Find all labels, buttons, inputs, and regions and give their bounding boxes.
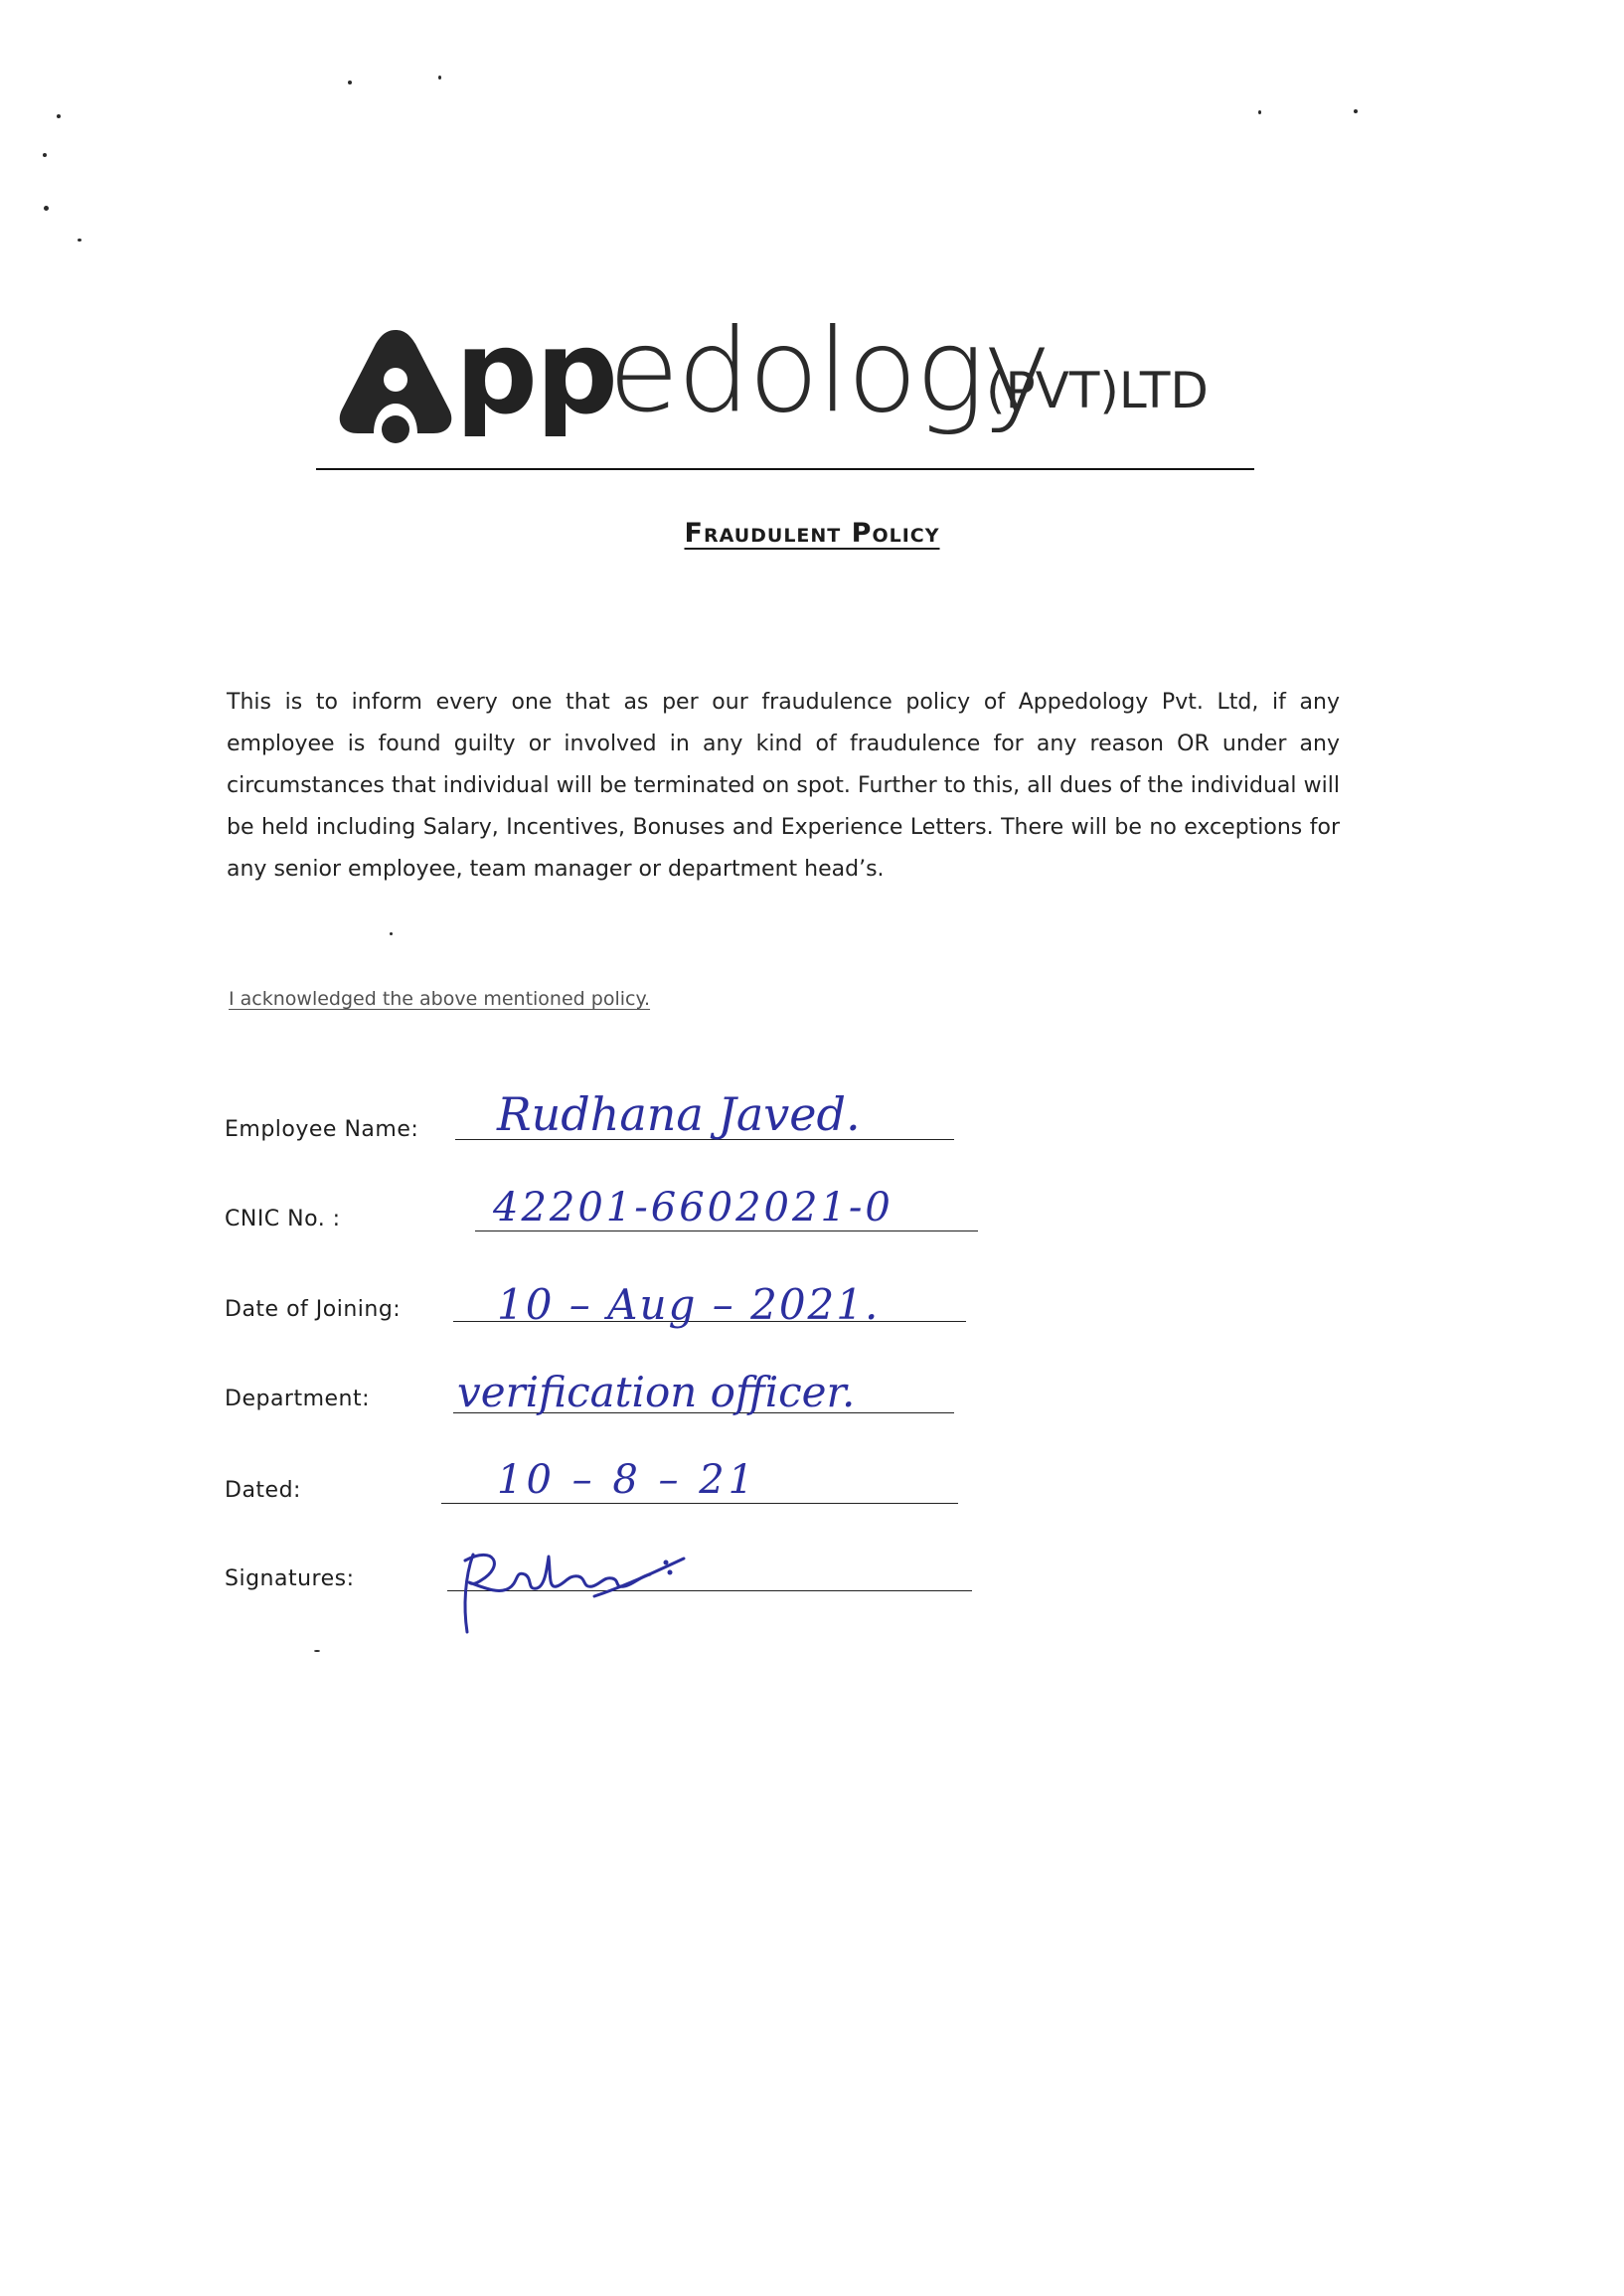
- scan-speck: [1354, 109, 1358, 113]
- department-value: verification officer.: [457, 1368, 856, 1416]
- signatures-label: Signatures:: [225, 1566, 355, 1591]
- logo-suffix: (PVT)LTD: [986, 362, 1209, 419]
- employee-name-value: Rudhana Javed.: [497, 1087, 861, 1141]
- acknowledgement-text: I acknowledged the above mentioned policy.: [229, 988, 651, 1010]
- cnic-label: CNIC No. :: [225, 1207, 341, 1231]
- dated-label: Dated:: [225, 1478, 301, 1503]
- date-of-joining-label: Date of Joining:: [225, 1297, 402, 1322]
- scan-speck: [44, 206, 49, 211]
- employee-name-label: Employee Name:: [225, 1117, 419, 1142]
- policy-body: This is to inform every one that as per our fraudulence policy of Appedology Pvt. Ltd, if any employee is found guilty or involved in any kind of fraudulence for any reason OR under any circumstances that individual will be terminated on spot. Further to this, all dues of the individual will be held including Salary, Incentives, Bonuses and Experience Letters. There will be no exceptions for any senior employee, team manager or department head’s.: [227, 690, 1340, 882]
- scan-speck: [438, 76, 441, 80]
- dated-line: [441, 1503, 958, 1504]
- logo-bold-text: pp: [455, 306, 617, 440]
- header-rule: [316, 468, 1254, 470]
- logo-light-text: edology: [608, 304, 1050, 438]
- scan-speck: [348, 81, 352, 84]
- date-of-joining-value: 10 – Aug – 2021.: [497, 1280, 881, 1329]
- scan-speck: [43, 153, 47, 157]
- document-title-text: Fraudulent Policy: [684, 518, 940, 549]
- company-logo: [334, 304, 1248, 455]
- dated-value: 10 – 8 – 21: [497, 1457, 758, 1503]
- department-label: Department:: [225, 1387, 371, 1411]
- scan-speck: [314, 1650, 320, 1652]
- cnic-value: 42201-6602021-0: [493, 1185, 893, 1230]
- document-title: [0, 518, 1624, 549]
- scan-speck: [57, 114, 61, 118]
- cnic-line: [475, 1230, 978, 1231]
- scan-speck: [390, 932, 393, 935]
- scan-speck: [78, 239, 81, 242]
- handwritten-signature: [445, 1537, 714, 1636]
- scan-speck: [1258, 110, 1261, 114]
- logo-mark-icon: [334, 322, 457, 445]
